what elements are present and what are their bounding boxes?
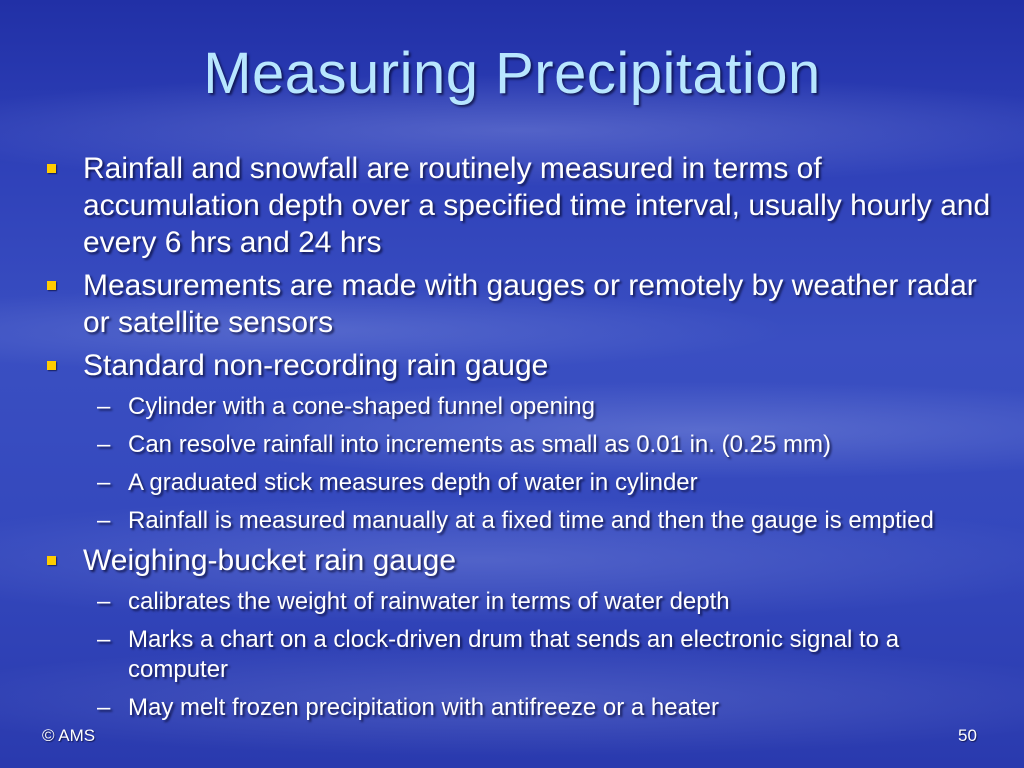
slide-content (42, 150, 992, 723)
sub-bullet-item (42, 468, 992, 498)
sub-bullet-text: calibrates the weight of rainwater in terms of water depth (128, 588, 730, 615)
bullet-item (42, 347, 992, 384)
bullet-text: Standard non-recording rain gauge (83, 349, 549, 382)
slide-number: 50 (958, 726, 977, 745)
sub-bullet-item (42, 693, 992, 723)
footer-copyright: © AMS (42, 726, 96, 745)
sub-bullet-item (42, 430, 992, 460)
bullet-text: Rainfall and snowfall are routinely measured in terms of accumulation depth over a specified time interval, usually hourly and every 6 hrs and 24 hrs (83, 152, 991, 259)
bullet-item (42, 542, 992, 579)
sub-bullet-text: Marks a chart on a clock-driven drum that sends an electronic signal to a computer (128, 626, 900, 683)
dash-bullet-icon: – (97, 507, 111, 534)
dash-bullet-icon: – (97, 469, 111, 496)
square-bullet-icon (47, 164, 56, 173)
square-bullet-icon (47, 361, 56, 370)
dash-bullet-icon: – (97, 694, 111, 721)
bullet-item (42, 150, 992, 261)
sub-bullet-text: Can resolve rainfall into increments as small as 0.01 in. (0.25 mm) (128, 431, 831, 458)
slide-title: Measuring Precipitation (203, 41, 821, 106)
sub-bullet-text: Cylinder with a cone-shaped funnel opening (128, 393, 595, 420)
sub-bullet-item (42, 625, 992, 685)
sub-bullet-item (42, 506, 992, 536)
dash-bullet-icon: – (97, 393, 111, 420)
dash-bullet-icon: – (97, 626, 111, 653)
square-bullet-icon (47, 556, 56, 565)
bullet-text: Weighing-bucket rain gauge (83, 544, 457, 577)
sub-bullet-text: May melt frozen precipitation with antifreeze or a heater (128, 694, 719, 721)
bullet-item (42, 267, 992, 341)
sub-bullet-text: Rainfall is measured manually at a fixed time and then the gauge is emptied (128, 507, 934, 534)
square-bullet-icon (47, 281, 56, 290)
dash-bullet-icon: – (97, 431, 111, 458)
sub-bullet-item (42, 392, 992, 422)
dash-bullet-icon: – (97, 588, 111, 615)
sub-bullet-item (42, 587, 992, 617)
sub-bullet-text: A graduated stick measures depth of water in cylinder (128, 469, 698, 496)
bullet-text: Measurements are made with gauges or remotely by weather radar or satellite sensors (83, 269, 977, 339)
